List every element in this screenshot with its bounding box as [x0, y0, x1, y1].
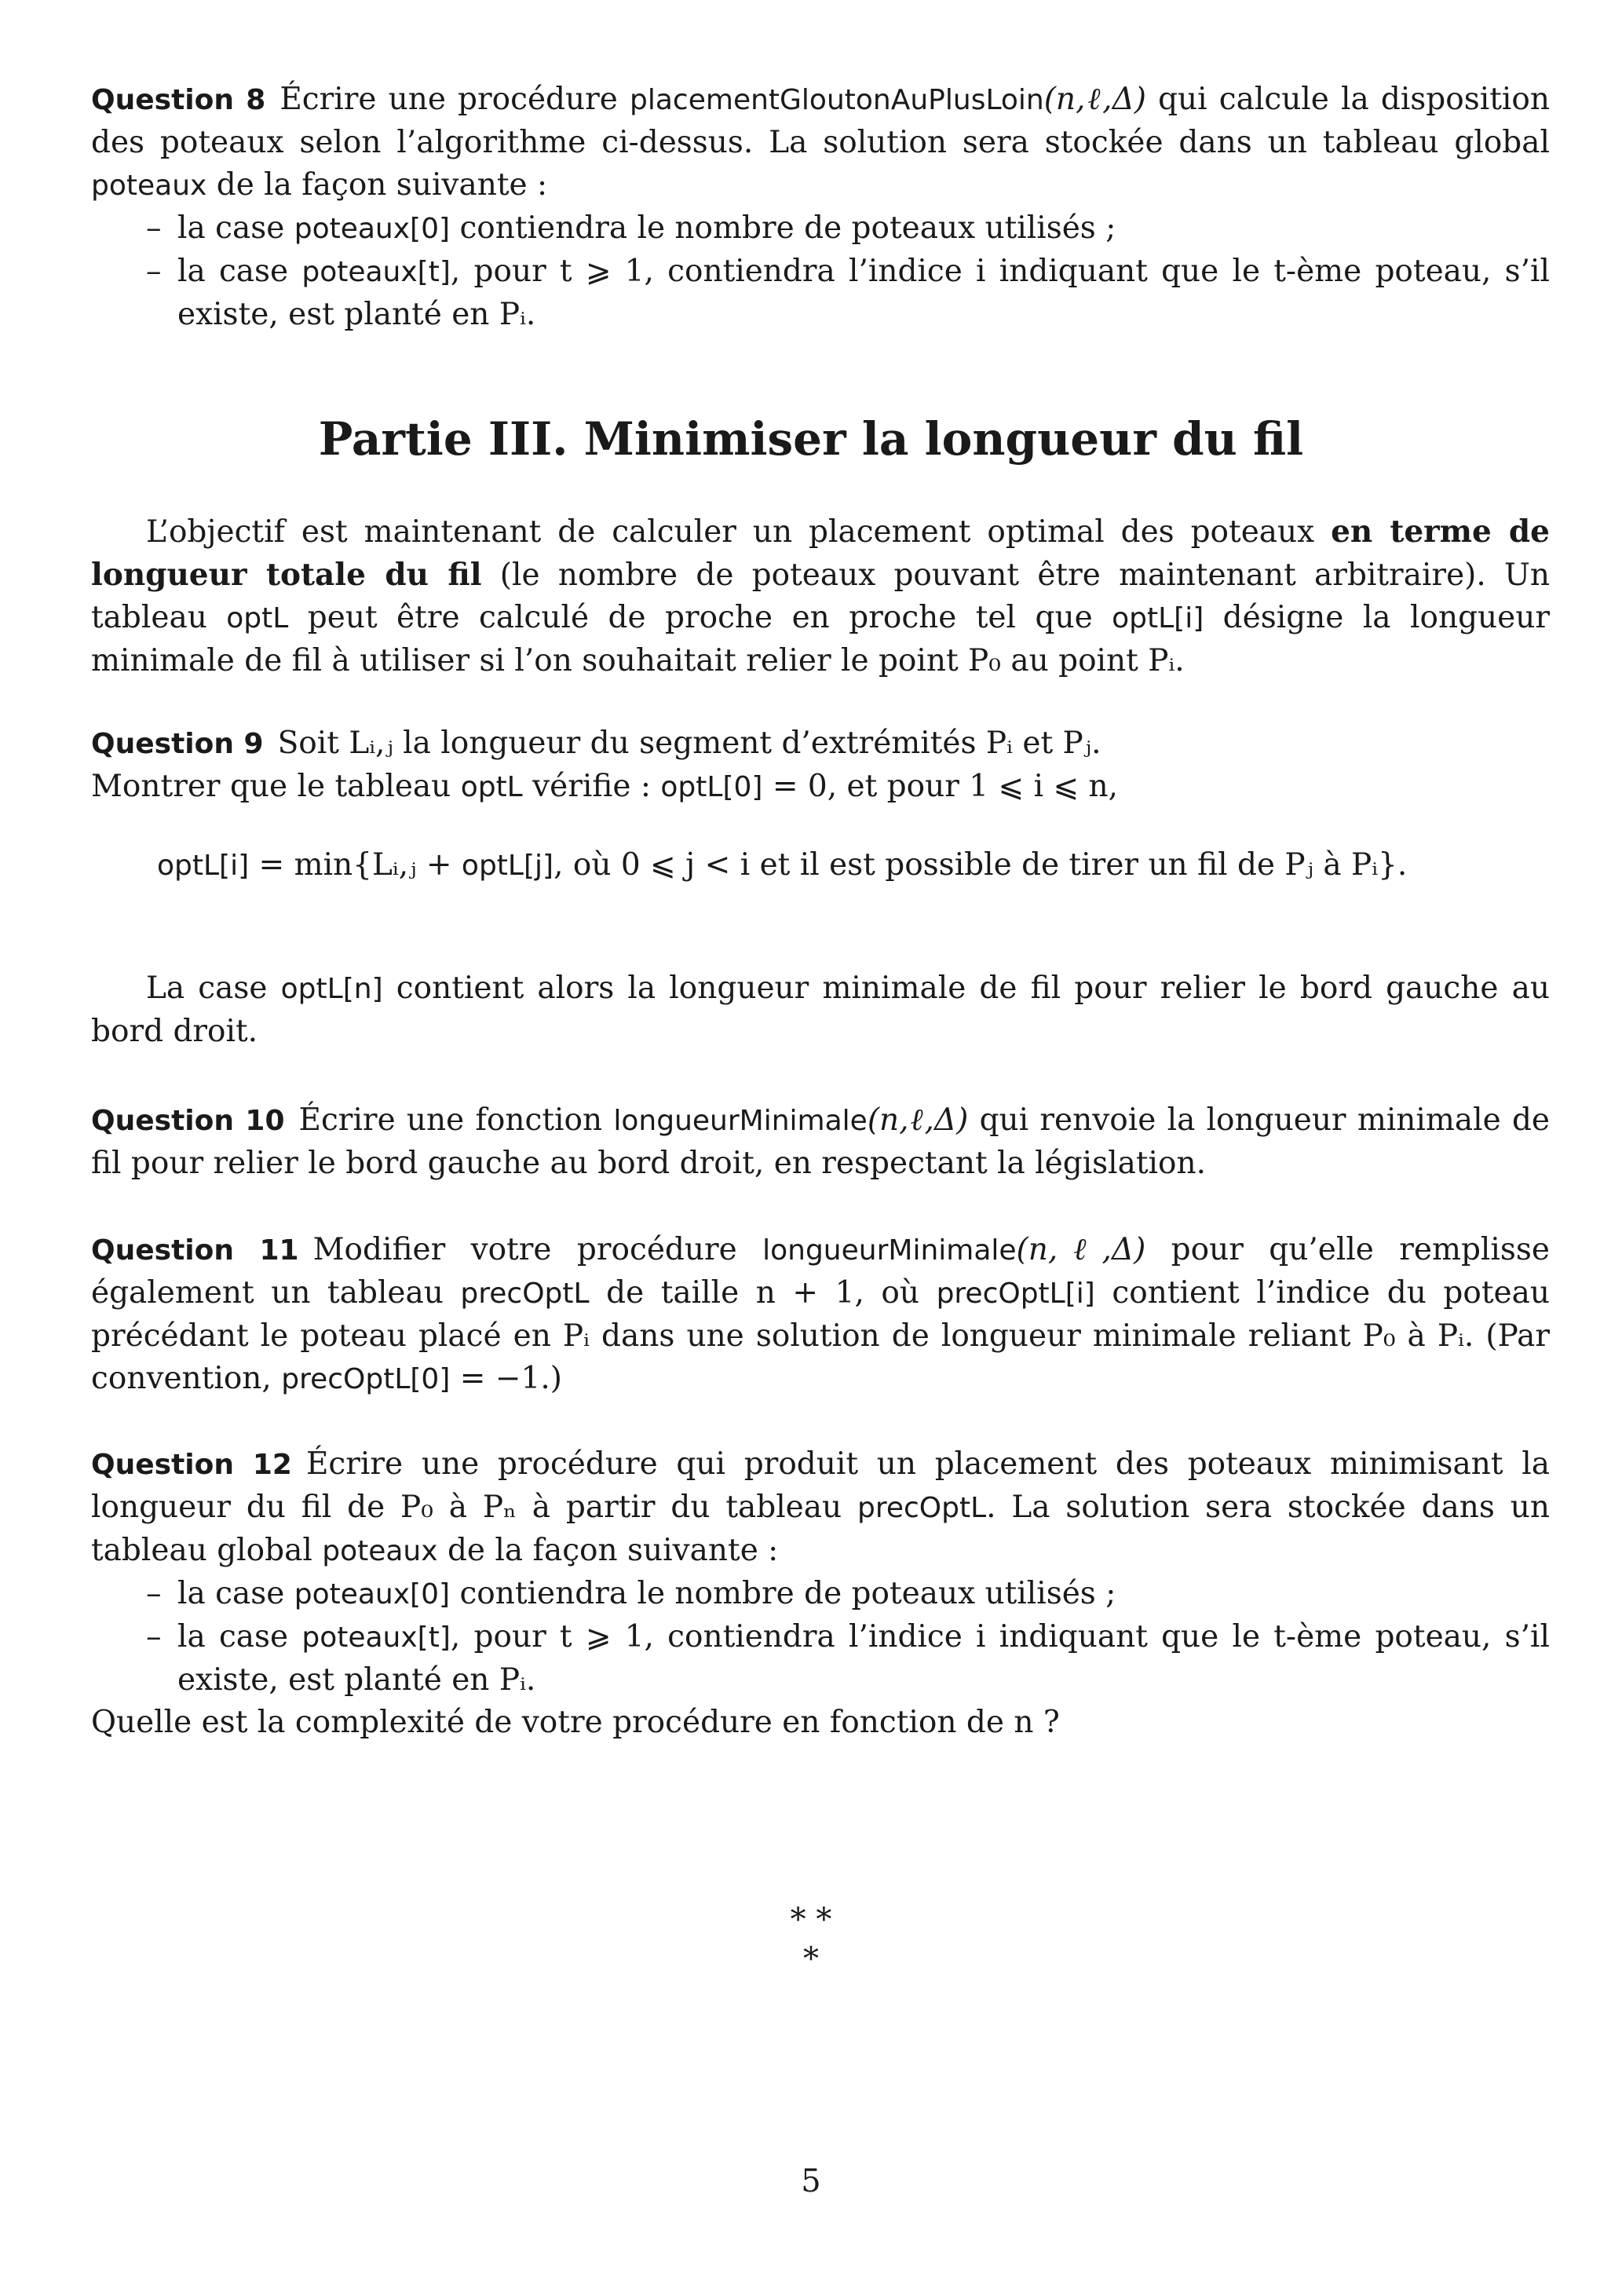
list-item: – la case poteaux[0] contiendra le nombre de poteaux utilisés ;: [146, 210, 1116, 246]
question-11: Question 11 Modifier votre procédure longueurMinimale(n,ℓ,Δ) pour qu’elle remplisse également un tableau precOptL de taille n + 1, où precOptL[i] contient l’indice du poteau précédant le poteau placé en Pᵢ dans une solution de longueur minimale reliant P₀ à Pᵢ. (Par convention, precOptL[0] = −1.): [91, 1232, 1550, 1396]
question-8: [91, 79, 1550, 336]
list-item: – la case poteaux[t], pour t ⩾ 1, contiendra l’indice i indiquant que le t-ème poteau, s’il existe, est planté en Pᵢ.: [146, 254, 1550, 332]
list-item: – la case poteaux[0] contiendra le nombre de poteaux utilisés ;: [146, 1576, 1116, 1611]
page-number: 5: [801, 2163, 821, 2199]
q11-label: Question 11: [91, 1234, 299, 1267]
section-title: Partie III. Minimiser la longueur du fil: [318, 412, 1304, 466]
q12-label: Question 12: [91, 1449, 292, 1481]
q10-label: Question 10: [91, 1105, 285, 1137]
optl-note: La case optL[n] contient alors la longueur minimale de fil pour relier le bord gauche au bord droit.: [91, 971, 1550, 1049]
q8-label: Question 8: [91, 84, 266, 116]
part3-intro: L’objectif est maintenant de calculer un placement optimal des poteaux en terme de longueur totale du fil (le nombre de poteaux pouvant être maintenant arbitraire). Un tableau optL peut être calculé de proche en proche tel que optL[i] désigne la longueur minimale de fil à utiliser si l’on souhaitait relier le point P₀ au point Pᵢ.: [91, 514, 1550, 678]
question-12: Question 12 Écrire une procédure qui produit un placement des poteaux minimisant la longueur du fil de P₀ à Pₙ à partir du tableau precOptL. La solution sera stockée dans un tableau global poteaux de la façon suivante : – la case poteaux[0] contiendra le nombre de poteaux utilisés ; – la case poteaux[t], pour t ⩾ 1, contiendra l’indice i indiquant que le t-ème poteau, s’il existe, est planté en Pᵢ. Quelle est la complexité de votre procédure en fonction de n ?: [91, 1443, 1550, 1744]
q8-function-name: placementGloutonAuPlusLoin: [630, 84, 1044, 116]
q8-paragraph: Question 8 Écrire une procédure placementGloutonAuPlusLoin(n,ℓ,Δ) qui calcule la disposition des poteaux selon l’algorithme ci-dessus. La solution sera stockée dans un tableau global poteaux de la façon suivante :: [91, 82, 1550, 203]
q8-list: [91, 207, 1550, 336]
separator-stars-top: * *: [790, 1902, 832, 1938]
q9-label: Question 9: [91, 728, 264, 760]
list-item: – la case poteaux[t], pour t ⩾ 1, contiendra l’indice i indiquant que le t-ème poteau, s’il existe, est planté en Pᵢ.: [146, 1619, 1550, 1698]
q12-complexity-question: Quelle est la complexité de votre procédure en fonction de n ?: [91, 1705, 1060, 1740]
q12-list: [91, 1573, 1550, 1702]
question-9: Question 9 Soit Lᵢ,ⱼ la longueur du segment d’extrémités Pᵢ et Pⱼ. Montrer que le tableau optL vérifie : optL[0] = 0, et pour 1 ⩽ i ⩽ n,: [91, 726, 1119, 804]
optl-formula: optL[i] = min{Lᵢ,ⱼ + optL[j], où 0 ⩽ j < i et il est possible de tirer un fil de Pⱼ à Pᵢ}.: [157, 847, 1408, 883]
separator-stars-bottom: *: [803, 1941, 819, 1977]
q8-array-name: poteaux: [91, 170, 207, 202]
question-10: Question 10 Écrire une fonction longueurMinimale(n,ℓ,Δ) qui renvoie la longueur minimale de fil pour relier le bord gauche au bord droit, en respectant la législation.: [91, 1102, 1550, 1181]
